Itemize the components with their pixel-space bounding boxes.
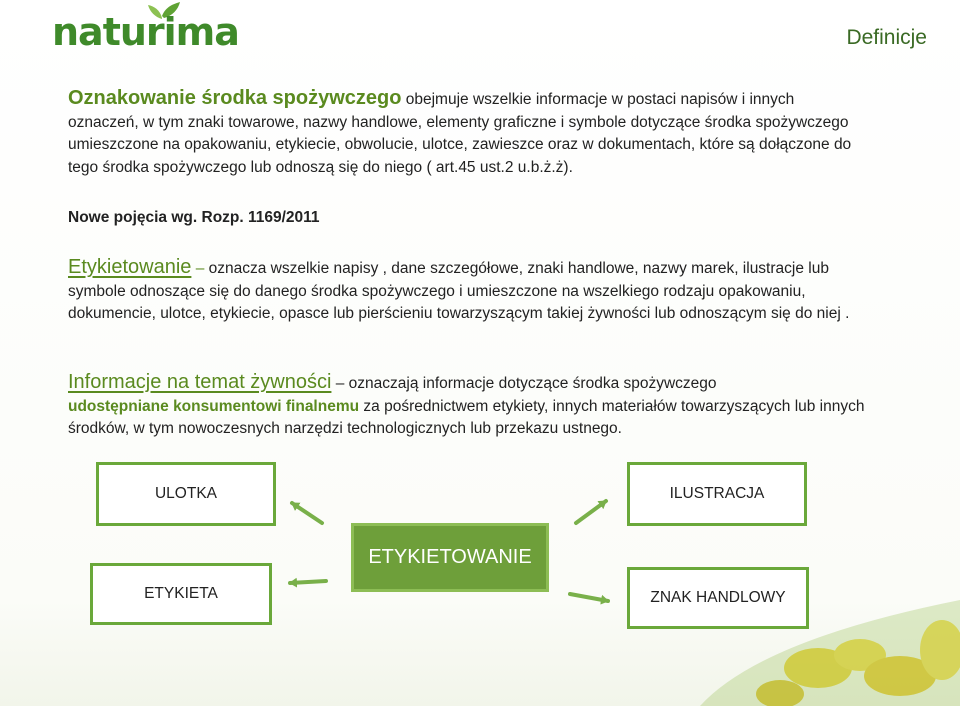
arrow-to-znak [570,594,608,601]
definition-oznakowanie [68,87,868,179]
node-znak-handlowy: ZNAK HANDLOWY [627,567,809,629]
node-etykietowanie-center: ETYKIETOWANIE [351,523,549,592]
section-title: Definicje [846,26,927,49]
definition-informacje-emphasis: udostępniane konsumentowi finalnemu [68,397,360,415]
definition-etykietowanie [68,256,888,326]
term-oznakowanie: Oznakowanie środka spożywczego [68,87,402,109]
node-ulotka: ULOTKA [96,462,276,526]
definition-informacje-text-a: oznaczają informacje dotyczące środka spożywczego [348,375,717,392]
logo-text: naturima [52,10,239,54]
definition-etykietowanie-text: oznacza wszelkie napisy , dane szczegółowe, znaki handlowe, nazwy marek, ilustracje lub symbole odnoszące się do danego środka spożywczego i umieszczone na wszelkiego rodzaju opakowaniu, dokumencie, ulotce, etykiecie, opasce lub pierścieniu towarzyszącym takiej żywności lub odnoszącym się do niej . [68,260,850,322]
node-etykieta: ETYKIETA [90,563,272,625]
term-dash: – [331,375,349,392]
arrow-to-ulotka [292,503,322,523]
definition-oznakowanie-text: obejmuje wszelkie informacje w postaci napisów i innych oznaczeń, w tym znaki towarowe, nazwy handlowe, elementy graficzne i symbole dotyczące środka spożywczego umieszczone na opakowaniu, etykiecie, obwolucie, ulotce, zawieszce oraz w dokumentach, które są dołączone do tego środka spożywczego lub odnoszą się do niego ( art.45 ust.2 u.b.ż.ż). [68,91,852,176]
term-informacje: Informacje na temat żywności [68,371,332,393]
node-ilustracja: ILUSTRACJA [627,462,807,526]
subheading-new-concepts: Nowe pojęcia wg. Rozp. 1169/2011 [68,209,320,226]
term-dash: – [191,260,209,277]
arrow-to-etykieta [290,581,326,583]
definition-informacje [68,371,888,441]
definition-informacje-text-b: za pośrednictwem etykiety, innych materiałów towarzyszących lub innych środków, w tym nowoczesnych narzędzi technologicznych lub przekazu ustnego. [68,397,865,437]
arrow-to-ilustracja [576,501,606,523]
naturima-logo [50,2,239,54]
term-etykietowanie: Etykietowanie [68,256,192,278]
